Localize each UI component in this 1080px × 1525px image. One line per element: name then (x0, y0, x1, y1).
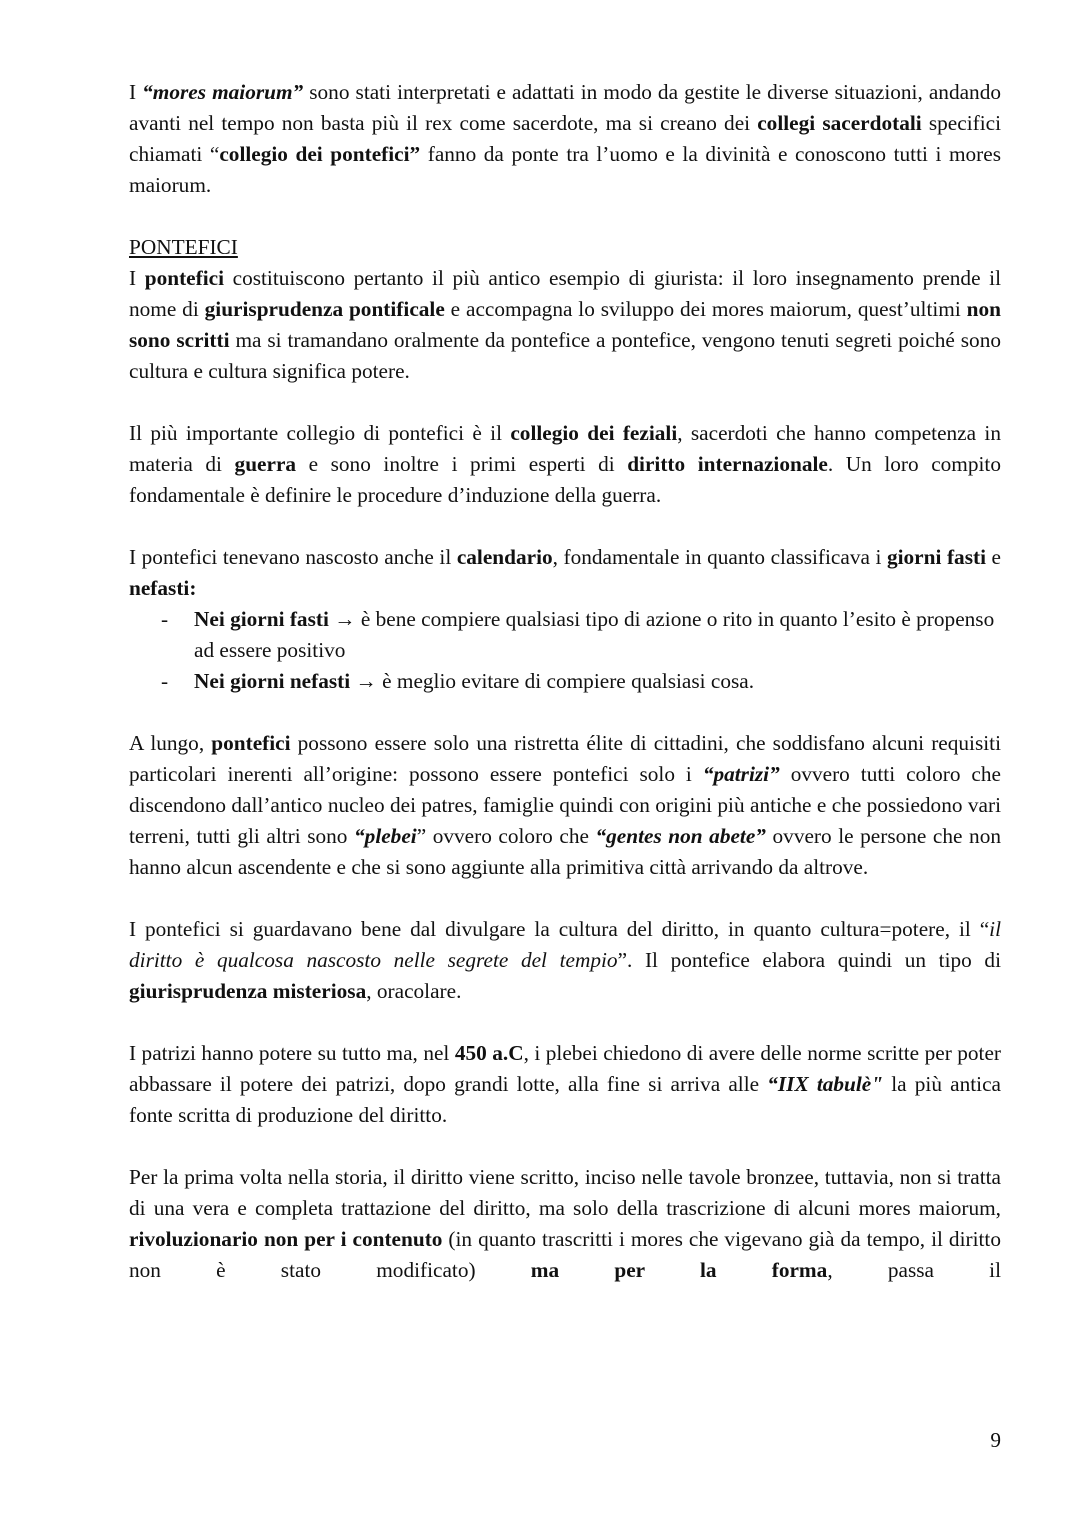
text-run: , sacerdoti che hanno competenza in materia di (129, 421, 1001, 476)
emphasis-text: “plebei (354, 824, 417, 848)
text-run: . Un loro compito fondamentale è definire le procedure d’induzione della guerra. (129, 452, 1001, 507)
text-run: I pontefici si guardavano bene dal divulgare la cultura del diritto, in quanto cultura=potere, il “ (129, 917, 990, 941)
text-run: specifici chiamati “ (129, 111, 1001, 166)
text-run: I patrizi hanno potere su tutto ma, nel (129, 1041, 455, 1065)
pontefici-section (129, 263, 1001, 604)
emphasis-text: calendario (456, 545, 553, 569)
text-run: I (129, 80, 143, 104)
emphasis-text: collegio dei feziali (510, 421, 678, 445)
text-run: e sono inoltre i primi esperti di (296, 452, 628, 476)
text-run: , oracolare. (366, 979, 462, 1003)
text-run: sono stati interpretati e adattati in modo da gestite le diverse situazioni, andando avanti nel tempo non basta più il rex come sacerdote, ma si creano dei (129, 80, 1001, 135)
text-run: , i plebei chiedono di avere delle norme scritte per poter abbassare il potere dei patrizi, dopo grandi lotte, alla fine si arriva alle (129, 1041, 1002, 1096)
text-run: ovvero tutti coloro che discendono dall’antico nucleo dei patres, famiglie quindi con origini più antiche e che possiedono vari terreni, tutti gli altri sono (129, 762, 1001, 848)
emphasis-text: il diritto è qualcosa nascosto nelle segrete del tempio (129, 917, 1001, 972)
list-item (129, 666, 1001, 697)
paragraph (129, 1162, 1001, 1286)
emphasis-text: Nei giorni fasti (194, 607, 329, 631)
emphasis-text: collegio dei pontefici” (219, 142, 421, 166)
bullet-dash: - (161, 607, 169, 631)
emphasis-text: “patrizi” (702, 762, 780, 786)
section-heading: PONTEFICI (129, 235, 238, 259)
intro-section (129, 77, 1001, 201)
text-run: e (986, 545, 1002, 569)
paragraph (129, 418, 1001, 511)
text-run: → è bene compiere qualsiasi tipo di azione o rito in quanto l’esito è propenso ad essere positivo (194, 607, 995, 662)
emphasis-text: nefasti: (129, 576, 197, 600)
later-section (129, 728, 1001, 1286)
emphasis-text: “mores maiorum” (142, 80, 304, 104)
emphasis-text: pontefici (211, 731, 291, 755)
text-run: Il più importante collegio di pontefici è il (129, 421, 511, 445)
giorni-list (129, 604, 1001, 697)
emphasis-text: ma per la forma (530, 1258, 828, 1282)
emphasis-text: diritto internazionale (627, 452, 828, 476)
emphasis-text: giorni fasti (886, 545, 986, 569)
text-run: Per la prima volta nella storia, il diritto viene scritto, inciso nelle tavole bronzee, tuttavia, non si tratta di una vera e completa trattazione del diritto, ma solo della trascrizione di alcuni mores maiorum, (129, 1165, 1001, 1220)
paragraph (129, 77, 1001, 201)
paragraph (129, 728, 1001, 883)
emphasis-text: guerra (234, 452, 297, 476)
text-run: → è meglio evitare di compiere qualsiasi cosa. (350, 669, 755, 693)
text-run: ovvero le persone che non hanno alcun ascendente e che si sono aggiunte alla primitiva città arrivando da altrove. (129, 824, 1001, 879)
text-run: ”. Il pontefice elabora quindi un tipo di (617, 948, 1001, 972)
emphasis-text: “IIX tabulè" (767, 1072, 884, 1096)
text-run: ” ovvero coloro che (416, 824, 596, 848)
emphasis-text: non sono scritti (129, 297, 1002, 352)
emphasis-text: giurisprudenza misteriosa (129, 979, 367, 1003)
text-run: I pontefici tenevano nascosto anche il (129, 545, 457, 569)
text-run: fanno da ponte tra l’uomo e la divinità e conoscono tutti i mores maiorum. (129, 142, 1002, 197)
emphasis-text: 450 a.C (454, 1041, 524, 1065)
emphasis-text: giurisprudenza pontificale (204, 297, 445, 321)
page-number: 9 (990, 1428, 1001, 1452)
document-page (129, 77, 1001, 1317)
paragraph (129, 263, 1001, 387)
emphasis-text: collegi sacerdotali (757, 111, 922, 135)
text-run: , fondamentale in quanto classificava i (552, 545, 887, 569)
text-run: possono essere solo una ristretta élite di cittadini, che soddisfano alcuni requisiti particolari inerenti all’origine: possono essere pontefici solo i (129, 731, 1001, 786)
text-run: ma si tramandano oralmente da pontefice a pontefice, vengono tenuti segreti poiché sono cultura e cultura significa potere. (129, 328, 1002, 383)
text-run: A lungo, (129, 731, 212, 755)
emphasis-text: Nei giorni nefasti (194, 669, 351, 693)
paragraph (129, 542, 1001, 604)
emphasis-text: pontefici (144, 266, 224, 290)
text-run: , passa il (827, 1258, 1002, 1282)
list-item (129, 604, 1001, 666)
text-run: costituiscono pertanto il più antico esempio di giurista: il loro insegnamento prende il nome di (129, 266, 1001, 321)
emphasis-text: rivoluzionario non per i contenuto (129, 1227, 443, 1251)
paragraph (129, 914, 1001, 1007)
bullet-dash: - (161, 669, 169, 693)
text-run: e accompagna lo sviluppo dei mores maiorum, quest’ultimi (444, 297, 967, 321)
paragraph (129, 1038, 1001, 1131)
text-run: I (129, 266, 145, 290)
text-run: la più antica fonte scritta di produzione del diritto. (129, 1072, 1001, 1127)
text-run: (in quanto trascritti i mores che vigevano già da tempo, il diritto non è stato modificato) (129, 1227, 1001, 1282)
emphasis-text: “gentes non abete” (595, 824, 766, 848)
